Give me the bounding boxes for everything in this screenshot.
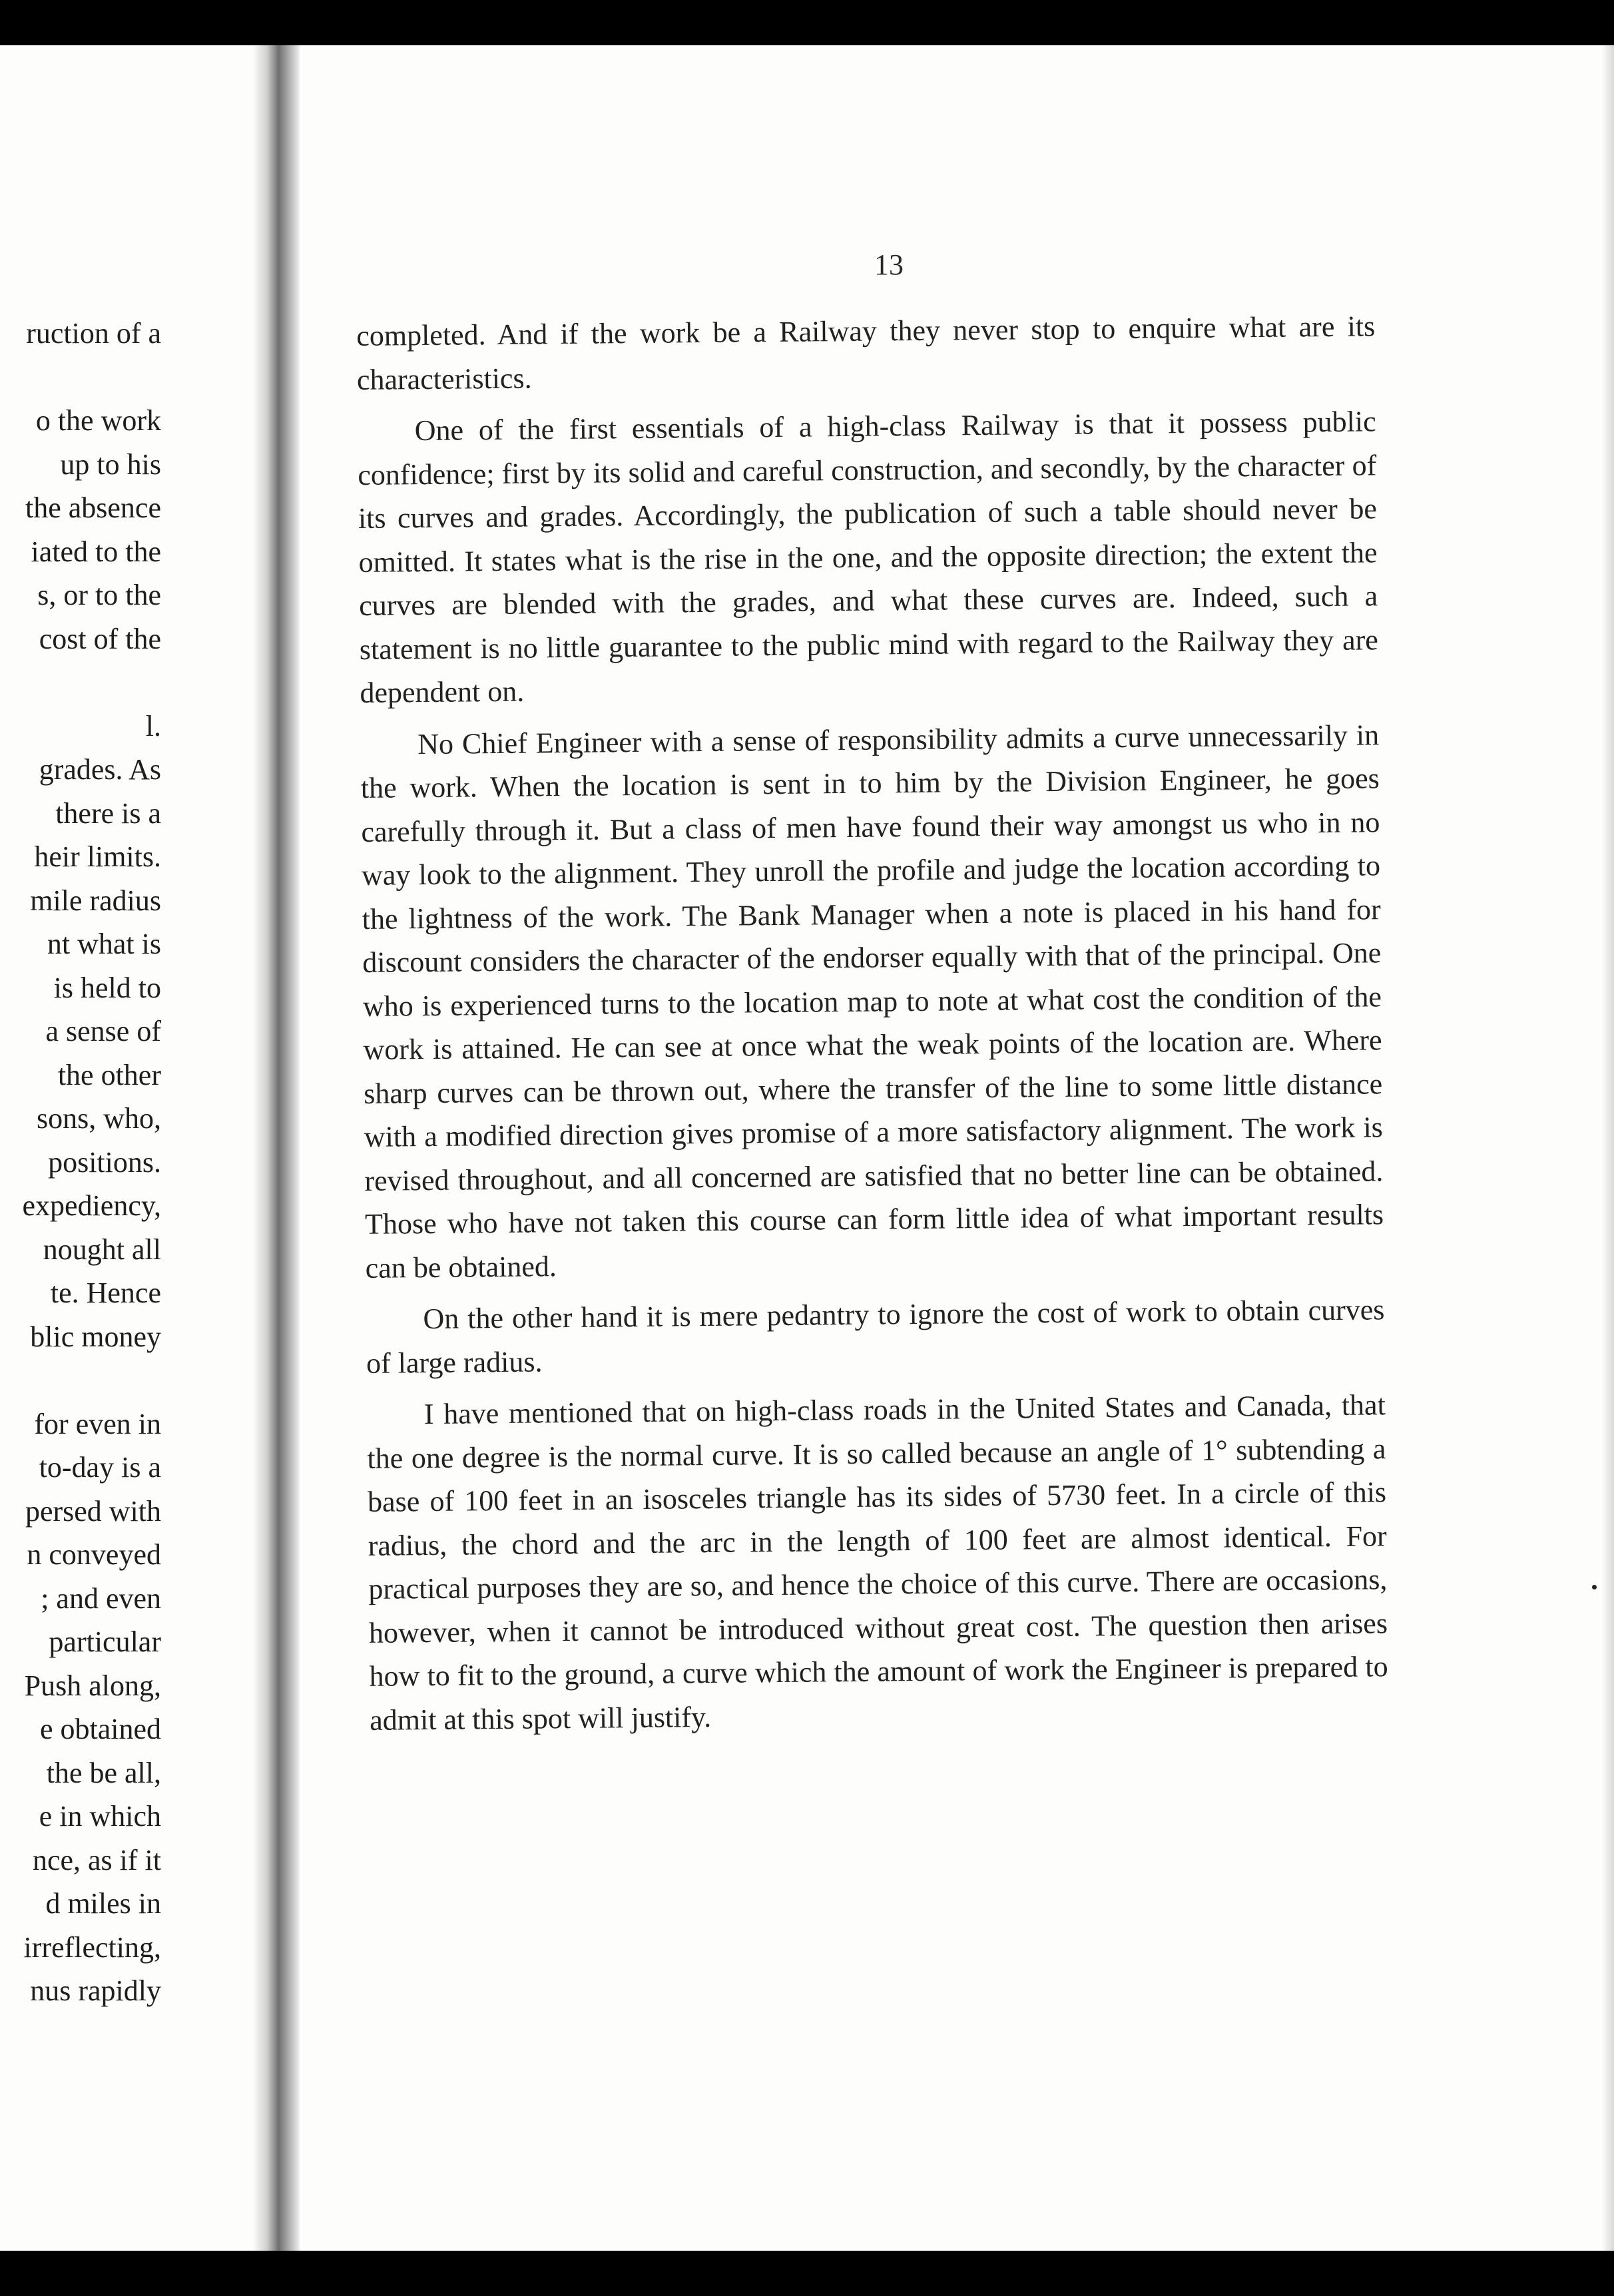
left-page-line: Push along, — [24, 1669, 161, 1702]
left-page-line: e obtained — [39, 1713, 161, 1745]
left-page-line: iated to the — [31, 535, 161, 568]
left-page-line: grades. As — [39, 753, 161, 786]
left-page-line: to-day is a — [39, 1451, 161, 1484]
left-page-text — [0, 312, 161, 2013]
paragraph: On the other hand it is mere pedantry to ignore the cost of work to obtain curves of large radius. — [366, 1293, 1385, 1380]
left-page-line: the other — [57, 1058, 161, 1091]
paragraph: I have mentioned that on high-class roads in the United States and Canada, that the one degree is the normal curve. It is so called because an angle of 1° subtending a base of 100 feet in an isosceles triangle has its sides of 5730 feet. In a circle of this radius, the chord and the arc in the length of 100 feet are almost identical. For practical purposes they are so, and hence the choice of this curve. There are occasions, however, when it cannot be introduced without great cost. The question then arises how to fit to the ground, a curve which the amount of work the Engineer is prepared to admit at this spot will justify. — [367, 1388, 1388, 1737]
page-body — [356, 304, 1389, 1742]
left-page-line: blic money — [30, 1320, 161, 1353]
left-page-line — [0, 356, 161, 400]
page-edge-shadow — [1602, 45, 1614, 2251]
left-page-line: cost of the — [39, 622, 161, 655]
left-page-line: s, or to the — [37, 579, 161, 611]
left-page-line: there is a — [55, 796, 161, 830]
left-page-line: a sense of — [45, 1015, 161, 1047]
left-page-line: expediency, — [22, 1189, 161, 1222]
left-page-line: o the work — [35, 404, 161, 437]
left-page-line: heir limits. — [34, 840, 161, 873]
left-page-line: e in which — [39, 1800, 161, 1833]
left-page-line: sons, who, — [36, 1102, 161, 1135]
left-page-line: ; and even — [41, 1581, 161, 1615]
left-page-line: n conveyed — [27, 1538, 161, 1571]
left-page-line: positions. — [48, 1145, 161, 1179]
left-page-line: nought all — [43, 1233, 161, 1266]
left-page-line: particular — [49, 1625, 161, 1658]
left-page-line — [0, 661, 161, 705]
left-page-line: ruction of a — [26, 317, 161, 350]
book-gutter — [253, 45, 300, 2251]
left-page-line: is held to — [53, 971, 161, 1004]
left-page-line: irreflecting, — [23, 1930, 161, 1964]
paragraph: completed. And if the work be a Railway they never stop to enquire what are its characteristics. — [356, 310, 1376, 396]
left-page-line: mile radius — [30, 884, 161, 917]
left-page-line: persed with — [25, 1494, 161, 1528]
left-page-line — [0, 1358, 161, 1402]
left-page-line: l. — [145, 709, 161, 742]
left-page-line: up to his — [60, 447, 161, 481]
paragraph: One of the first essentials of a high-class Railway is that it possess public confidence; first by its solid and careful construction, and secondly, by the character of its curves and grades. Accordingly, the publication of such a table should never be omitted. It states what is the rise in the one, and the opposite direction; the extent the curves are blended with the grades, and what these curves are. Indeed, such a statement is no little guarantee to the public mind with regard to the Railway they are dependent on. — [358, 405, 1378, 709]
left-page-line: nce, as if it — [32, 1843, 161, 1876]
paragraph: No Chief Engineer with a sense of responsibility admits a curve unnecessarily in the work. When the location is sent in to him by the Division Engineer, he goes carefully through it. But a class of men have found their way amongst us who in no way look to the alignment. They unroll the profile and judge the location according to the lightness of the work. The Bank Manager when a note is placed in his hand for discount considers the character of the endorser equally with that of the principal. One who is experienced turns to the location map to note at what cost the condition of the work is attained. He can see at once what the weak points of the location are. Where sharp curves can be thrown out, where the transfer of the line to some little distance with a modified direction gives promise of a more satisfactory alignment. The work is revised throughout, and all concerned are satisfied that no better line can be obtained. Those who have not taken this course can form little idea of what important results can be obtained. — [360, 718, 1384, 1285]
page-number: 13 — [874, 248, 904, 281]
left-page-line: for even in — [34, 1407, 161, 1440]
left-page-line: nt what is — [47, 928, 161, 960]
left-page-line: the absence — [25, 491, 161, 524]
scan-speck — [1592, 1585, 1597, 1589]
left-page-line: nus rapidly — [30, 1974, 161, 2007]
left-page-fragment — [0, 45, 266, 2251]
left-page-line: the be all, — [46, 1756, 161, 1789]
left-page-line: te. Hence — [50, 1277, 161, 1309]
left-page-line: d miles in — [45, 1887, 161, 1920]
